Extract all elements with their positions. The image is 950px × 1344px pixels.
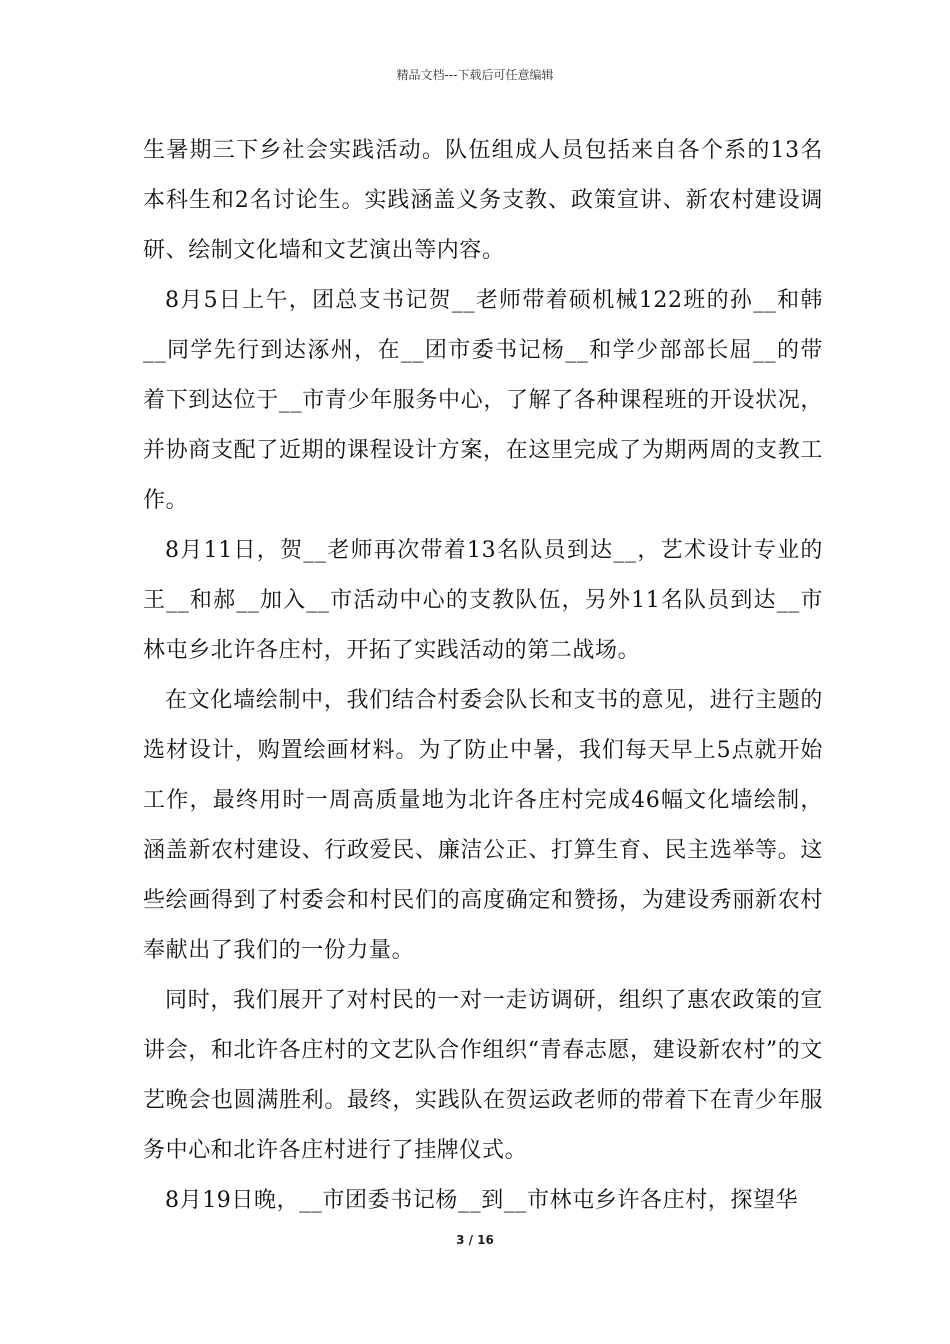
- paragraph-5: 同时，我们展开了对村民的一对一走访调研，组织了惠农政策的宣讲会，和北许各庄村的文艺队合作组织“青春志愿，建设新农村”的文艺晚会也圆满胜利。最终，实践队在贺运政老师的带着下在青少年服务中心和北许各庄村进行了挂牌仪式。: [143, 988, 823, 1163]
- paragraph-3: 8月11日，贺__老师再次带着13名队员到达__，艺术设计专业的王__和郝__加入__市活动中心的支教队伍，另外11名队员到达__市林屯乡北许各庄村，开拓了实践活动的第二战场。: [143, 538, 823, 663]
- document-body: [143, 126, 823, 1226]
- paragraph-4: 在文化墙绘制中，我们结合村委会队长和支书的意见，进行主题的选材设计，购置绘画材料。为了防止中暑，我们每天早上5点就开始工作，最终用时一周高质量地为北许各庄村完成46幅文化墙绘制，涵盖新农村建设、行政爱民、廉洁公正、打算生育、民主选举等。这些绘画得到了村委会和村民们的高度确定和赞扬，为建设秀丽新农村奉献出了我们的一份力量。: [143, 688, 823, 963]
- paragraph-6: 8月19日晚，__市团委书记杨__到__市林屯乡许各庄村，探望华: [165, 1188, 799, 1213]
- page-header: 精品文档---下载后可任意编辑: [396, 68, 554, 82]
- paragraph-1: 生暑期三下乡社会实践活动。队伍组成人员包括来自各个系的13名本科生和2名讨论生。实践涵盖义务支教、政策宣讲、新农村建设调研、绘制文化墙和文艺演出等内容。: [143, 138, 823, 263]
- paragraph-2: 8月5日上午，团总支书记贺__老师带着硕机械122班的孙__和韩__同学先行到达涿州，在__团市委书记杨__和学少部部长屈__的带着下到达位于__市青少年服务中心，了解了各种课程班的开设状况，并协商支配了近期的课程设计方案，在这里完成了为期两周的支教工作。: [143, 288, 823, 513]
- page-number: 3 / 16: [456, 1233, 494, 1247]
